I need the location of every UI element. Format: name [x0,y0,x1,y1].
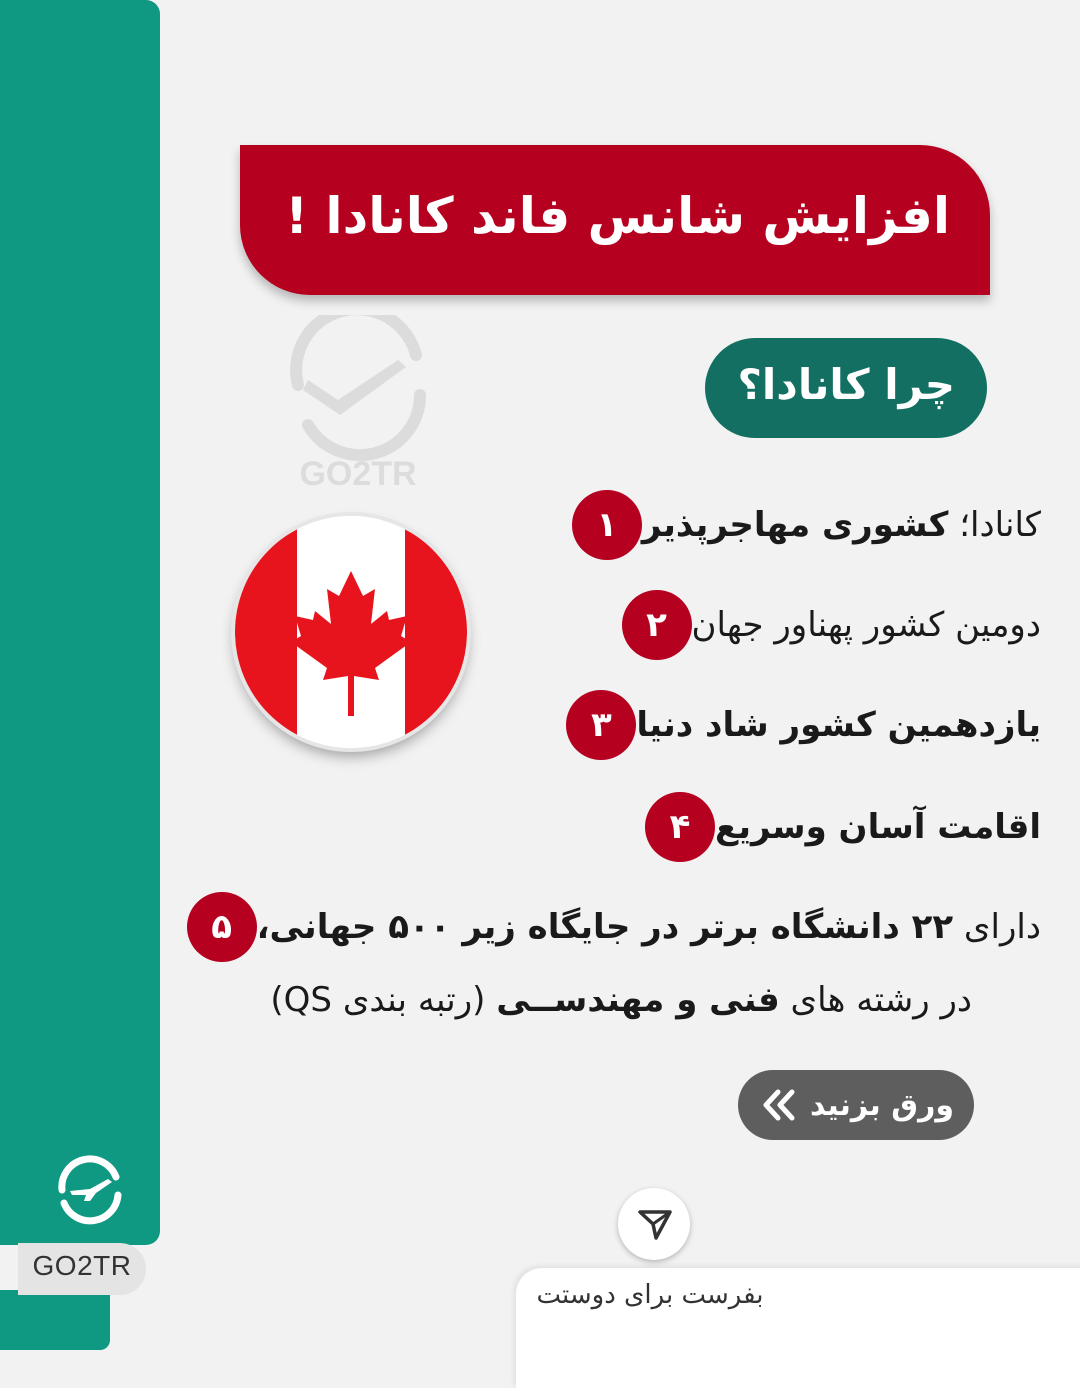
item-text-bold: کشوری مهاجرپذیر [641,505,949,545]
item-number-badge: ۴ [645,792,715,862]
share-button[interactable] [618,1188,690,1260]
title-banner [240,145,990,295]
subtitle-pill [705,338,987,438]
item-text-bold: یازدهمین کشور شاد دنیا [636,705,1041,745]
swipe-label: ورق بزنید [810,1087,954,1123]
subtitle: چرا کانادا؟ [737,360,955,409]
line2-bold: فنی و مهندســی [496,980,780,1020]
logo-icon [50,1155,130,1225]
item-text-bold: اقامت آسان وسریع [715,807,1041,847]
page-title: افزایش شانس فاند کانادا ! [285,187,950,245]
list-item-1 [572,490,1055,560]
item-text-normal: کانادا؛ [948,505,1041,545]
brand-name: GO2TR [32,1250,132,1281]
item-text-normal: دارای [953,907,1041,947]
share-label: بفرست برای دوستت [536,1280,764,1310]
line2-part2: (رتبه بندی QS) [270,980,497,1020]
left-sidebar [0,0,160,1245]
item-number-badge: ۵ [187,892,257,962]
item-number-badge: ۳ [566,690,636,760]
watermark-logo [278,315,438,495]
item-text-normal: دومین کشور پهناور جهان [691,605,1041,645]
line2-part1: در رشته های [779,980,972,1020]
item-text [257,907,1041,947]
list-item-5-line2 [270,980,972,1020]
list-item-5 [187,892,1055,962]
canada-flag [235,516,467,748]
list-item-2 [622,590,1055,660]
swipe-button[interactable] [738,1070,974,1140]
list-item-4 [645,792,1055,862]
item-number-badge: ۲ [622,590,692,660]
item-number-badge: ۱ [572,490,642,560]
watermark-text: GO2TR [299,455,417,493]
item-text [692,605,1041,645]
item-text [642,505,1041,545]
double-chevron-icon [758,1088,798,1122]
sidebar-tail [0,1290,110,1350]
list-item-3 [566,690,1055,760]
item-text-bold: ۲۲ دانشگاه برتر در جایگاه زیر ۵۰۰ جهانی، [256,907,954,947]
send-icon [618,1188,690,1260]
